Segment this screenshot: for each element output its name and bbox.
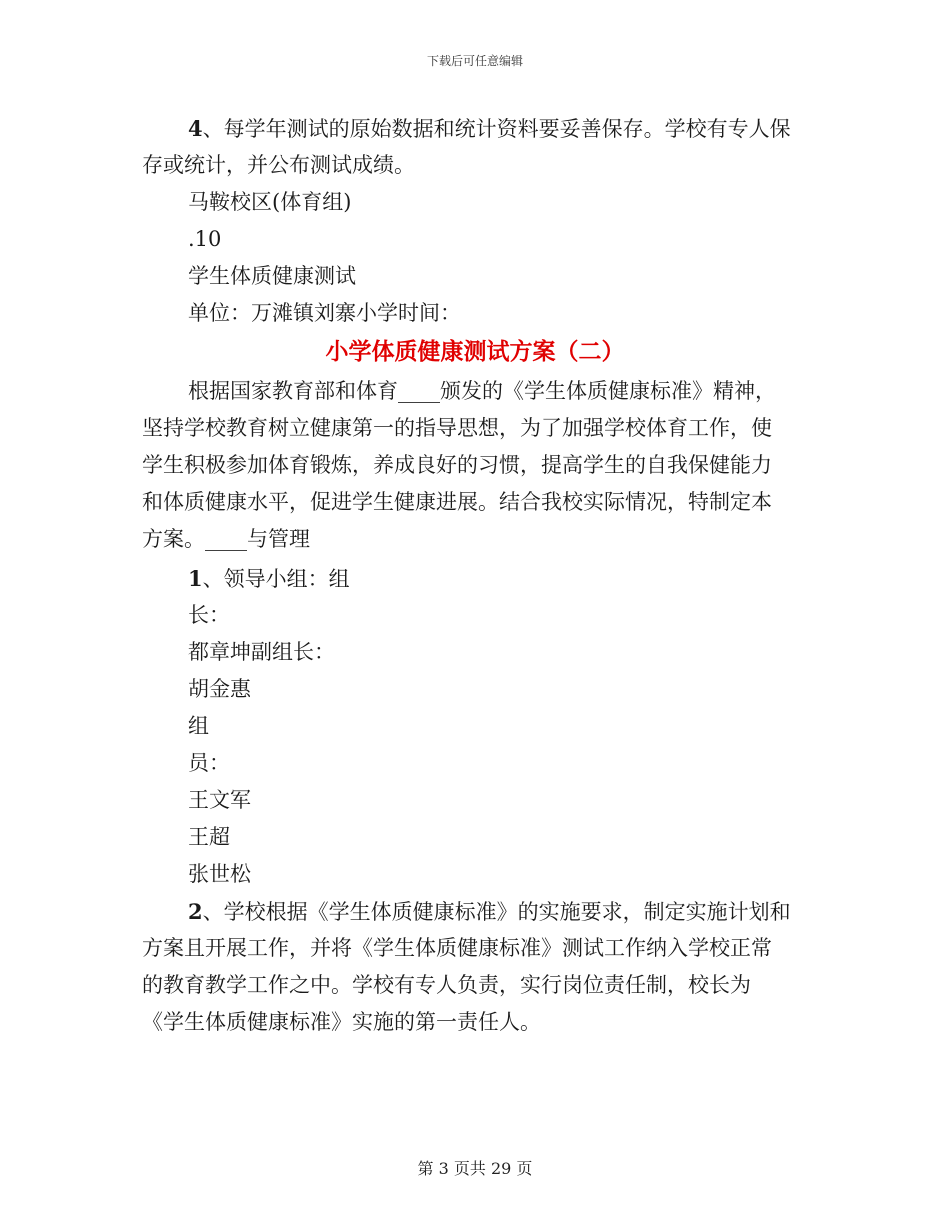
intro-line-4: 和体质健康水平，促进学生健康进展。结合我校实际情况，特制定本	[142, 490, 772, 514]
leadership-line: 张世松	[188, 862, 251, 886]
leadership-line: 胡金惠	[188, 677, 251, 701]
leadership-line: 员：	[188, 751, 230, 775]
page-footer: 第 3 页共 29 页	[417, 1159, 533, 1178]
test-title-line: 学生体质健康测试	[188, 264, 356, 288]
section-title: 小学体质健康测试方案（二）	[325, 339, 625, 365]
item-4-number: 4	[188, 116, 203, 141]
campus-line: 马鞍校区(体育组)	[188, 190, 352, 214]
item-2-line-4: 《学生体质健康标准》实施的第一责任人。	[142, 1010, 541, 1034]
intro-line-5: 方案。____与管理	[142, 527, 310, 551]
item-4-text: 、每学年测试的原始数据和统计资料要妥善保存。学校有专人保	[202, 117, 791, 141]
item-1-number: 1	[188, 566, 203, 591]
leadership-line: 组	[188, 714, 209, 738]
intro-line-1: 根据国家教育部和体育____颁发的《学生体质健康标准》精神，	[188, 379, 776, 403]
leadership-line: 都章坤副组长：	[188, 640, 335, 664]
item-2-line-3: 的教育教学工作之中。学校有专人负责，实行岗位责任制，校长为	[142, 973, 751, 997]
date-line: .10	[188, 227, 222, 251]
item-2-number: 2	[188, 899, 203, 924]
item-1-text: 、领导小组：组	[202, 567, 350, 591]
intro-line-3: 学生积极参加体育锻炼，养成良好的习惯，提高学生的自我保健能力	[142, 453, 772, 477]
leadership-line: 长：	[188, 603, 230, 627]
unit-time-line: 单位：万滩镇刘寨小学时间：	[188, 301, 461, 325]
item-4-line-1	[188, 110, 810, 148]
item-2-line-1	[188, 893, 810, 931]
intro-line-2: 坚持学校教育树立健康第一的指导思想，为了加强学校体育工作，使	[142, 416, 772, 440]
leadership-line: 王超	[188, 825, 230, 849]
item-2-line-2: 方案且开展工作，并将《学生体质健康标准》测试工作纳入学校正常	[142, 936, 772, 960]
item-4-line-2: 存或统计，并公布测试成绩。	[142, 153, 415, 177]
item-2-text: 、学校根据《学生体质健康标准》的实施要求，制定实施计划和	[202, 900, 791, 924]
item-1-line	[188, 560, 810, 598]
page-header: 下载后可任意编辑	[426, 54, 523, 68]
leadership-line: 王文军	[188, 788, 251, 812]
